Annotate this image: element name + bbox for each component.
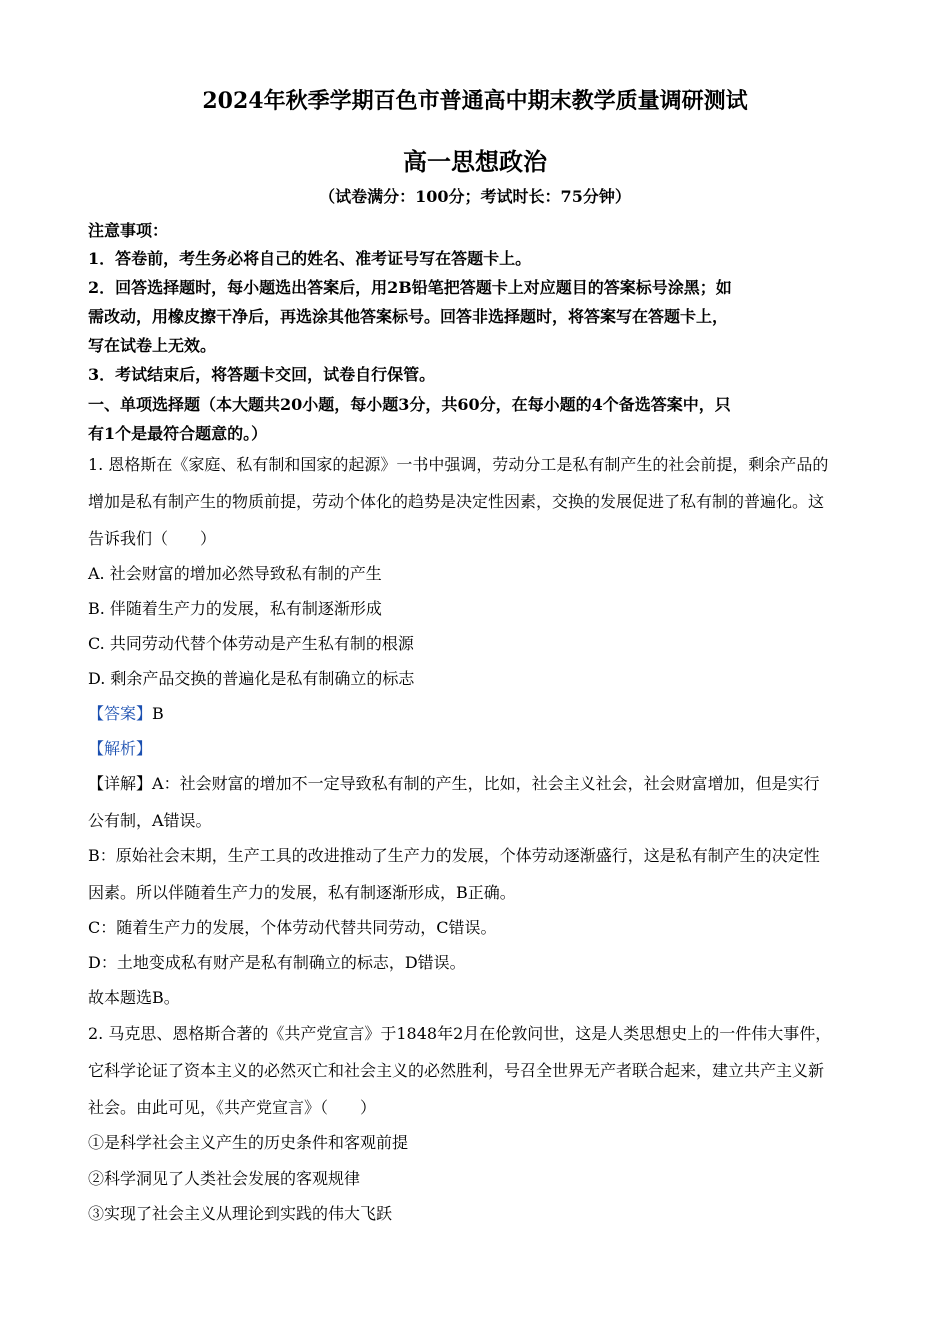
detail-a-text: A：社会财富的增加不一定导致私有制的产生，比如，社会主义社会，社会财富增加，但是实行 xyxy=(152,774,820,793)
detail-a-line-1 xyxy=(88,771,868,794)
section-heading-line-2: 有1个是最符合题意的。） xyxy=(88,424,268,443)
detail-b-line-2: 因素。所以伴随着生产力的发展，私有制逐渐形成，B正确。 xyxy=(88,883,516,902)
notice-item-2-line-1: 2．回答选择题时，每小题选出答案后，用2B铅笔把答题卡上对应题目的答案标号涂黑；如 xyxy=(88,278,732,297)
q2-stem-line-2: 它科学论证了资本主义的必然灭亡和社会主义的必然胜利，号召全世界无产者联合起来，建立共产主义新 xyxy=(88,1061,825,1080)
q1-stem-line-2: 增加是私有制产生的物质前提，劳动个体化的趋势是决定性因素，交换的发展促进了私有制的普遍化。这 xyxy=(88,492,825,511)
q1-option-c: C. 共同劳动代替个体劳动是产生私有制的根源 xyxy=(88,634,414,653)
exam-meta: （试卷满分：100分；考试时长：75分钟） xyxy=(319,187,631,206)
q1-answer-row xyxy=(88,701,868,724)
q2-stem-line-1: 2. 马克思、恩格斯合著的《共产党宣言》于1848年2月在伦敦问世，这是人类思想史上的一件伟大事件， xyxy=(88,1024,832,1043)
answer-value: B xyxy=(152,704,164,723)
answer-tag: 【答案】 xyxy=(88,704,153,723)
q2-statement-3: ③实现了社会主义从理论到实践的伟大飞跃 xyxy=(88,1204,393,1223)
section-heading-line-1: 一、单项选择题（本大题共20小题，每小题3分，共60分，在每小题的4个备选答案中，只 xyxy=(88,395,731,414)
q1-stem-line-1: 1. 恩格斯在《家庭、私有制和国家的起源》一书中强调，劳动分工是私有制产生的社会前提，剩余产品的 xyxy=(88,455,829,474)
notice-item-2-line-2: 需改动，用橡皮擦干净后，再选涂其他答案标号。回答非选择题时，将答案写在答题卡上， xyxy=(88,307,729,326)
q2-stem-line-3: 社会。由此可见，《共产党宣言》（ ） xyxy=(88,1098,377,1117)
q1-option-b: B. 伴随着生产力的发展，私有制逐渐形成 xyxy=(88,599,382,618)
detail-c: C：随着生产力的发展，个体劳动代替共同劳动，C错误。 xyxy=(88,918,497,937)
detail-d: D：土地变成私有财产是私有制确立的标志，D错误。 xyxy=(88,953,466,972)
q1-option-d: D. 剩余产品交换的普遍化是私有制确立的标志 xyxy=(88,669,415,688)
notice-item-2-line-3: 写在试卷上无效。 xyxy=(88,336,217,355)
detail-b-line-1: B：原始社会末期，生产工具的改进推动了生产力的发展，个体劳动逐渐盛行，这是私有制产生的决定性 xyxy=(88,846,820,865)
q1-stem-line-3: 告诉我们（ ） xyxy=(88,529,217,548)
exam-title: 2024年秋季学期百色市普通高中期末教学质量调研测试 xyxy=(202,88,748,114)
notice-item-3: 3．考试结束后，将答题卡交回，试卷自行保管。 xyxy=(88,365,436,384)
notice-item-1: 1．答卷前，考生务必将自己的姓名、准考证号写在答题卡上。 xyxy=(88,249,532,268)
q1-conclusion: 故本题选B。 xyxy=(88,988,180,1007)
analysis-tag: 【解析】 xyxy=(88,739,153,758)
detail-tag: 【详解】 xyxy=(88,774,153,793)
subject-title: 高一思想政治 xyxy=(403,147,547,176)
q1-option-a: A. 社会财富的增加必然导致私有制的产生 xyxy=(88,564,382,583)
q2-statement-2: ②科学洞见了人类社会发展的客观规律 xyxy=(88,1169,361,1188)
q2-statement-1: ①是科学社会主义产生的历史条件和客观前提 xyxy=(88,1133,409,1152)
notice-heading: 注意事项： xyxy=(88,221,169,240)
detail-a-line-2: 公有制，A错误。 xyxy=(88,811,212,830)
